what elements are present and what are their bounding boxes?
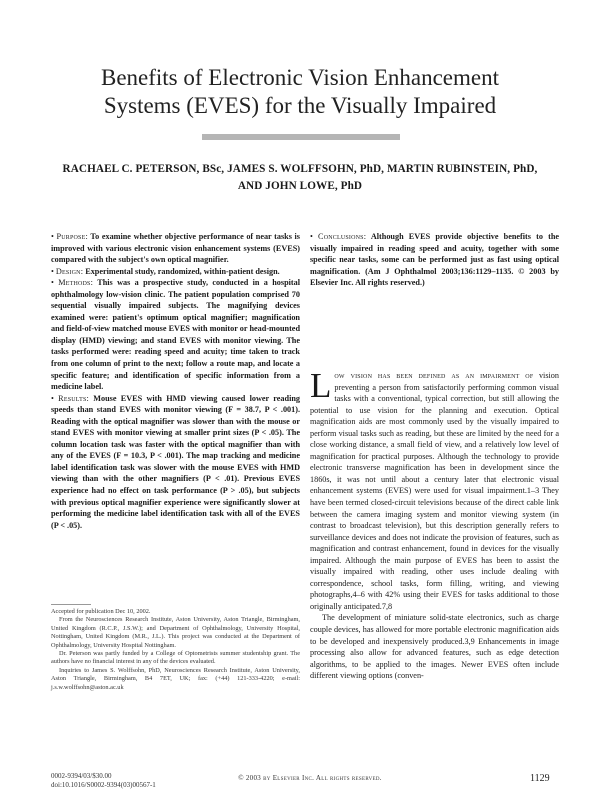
conclusions-label: Conclusions: (318, 232, 367, 241)
drop-cap: L (310, 366, 332, 405)
copyright: © 2003 by Elsevier Inc. All rights reserved. (238, 774, 382, 782)
design-label: Design: (55, 266, 84, 276)
body-paragraph-1: Low vision has been defined as an impairment of vision preventing a person from satisfactorily performing common visual tasks with a conventional, typical correction, but still allowing the potential to use vision for the planning and execution. Optical magnification aids are most commonly used by the visually impaired to perform visual tasks such as reading, but these are limited by the need for a close working distance, a small field of view, and a relatively low level of magnification for practical purposes. Although the technology to provide electronic transverse magnification has been in development since the 1860s, it was not until about a century later that electronic visual enhancement systems (EVES) were used for visual impairment.1–3 They have been termed closed-circuit televisions because of the direct cable link between the camera imaging system and monitor viewing system (in contrast to broadcast television), but this description generally refers to surveillance devices and does not indicate the provision of features, such as magnification and contrast enhancement, found in devices for the visually impaired. Although the main purpose of EVES has been to assist the visually impaired with reading, other uses include dealing with correspondence, school tasks, form filling, writing, and viewing photographs,4–6 with 42% using their EVES for tasks additional to those originally anticipated.7,8 (310, 366, 559, 611)
issn: 0002-9394/03/$30.00 (51, 772, 112, 780)
doi: doi:10.1016/S0002-9394(03)00567-1 (51, 781, 156, 789)
footnote-divider (51, 604, 91, 605)
footer-identifiers (51, 772, 156, 790)
body-paragraph-2: The development of miniature solid-state electronics, such as charge couple devices, has allowed for more portable electronic magnification aids to be developed and inexpensively produced.3,9 Enhancements in image processing also allow for advanced features, such as edge detection algorithms, to be applied to the images. Newer EVES often include different viewing options (conven- (310, 613, 559, 681)
abstract-purpose: • Purpose: To examine whether objective performance of near tasks is improved with various electronic vision enhancement systems (EVES) compared with the subject's own optical magnifier. (51, 232, 300, 265)
results-label: Results: (58, 393, 89, 403)
methods-label: Methods: (58, 278, 94, 288)
body-text (310, 366, 559, 682)
abstract-right-column (310, 231, 559, 289)
abstract-results: • Results: Mouse EVES with HMD viewing caused lower reading speeds than stand EVES with monitor viewing (F = 38.7, P < .001). Reading with the optical magnifier was slower than with the mouse or stand EVES with monitor viewing at smaller print sizes (P < .05). The column location task was faster with the optical magnifier than with any of the EVES (F = 10.3, P < .001). The map tracking and medicine label identification task was slower with the mouse EVES with HMD viewing than with the other magnifiers (P < .01). Previous EVES experience had no effect on task performance (P > .05), but subjects with previous optical magnifier experience were significantly slower at performing the medicine label identification task with all of the EVES (P < .05). (51, 393, 300, 530)
authors-line-2: AND JOHN LOWE, PhD (237, 180, 363, 192)
abstract-left-column (51, 231, 300, 531)
title-divider (202, 134, 400, 140)
affiliation-note: From the Neurosciences Research Institute, Aston University, Aston Triangle, Birmingham, United Kingdom (R.C.P., J.S.W.); and Department of Ophthalmology, University Hospital, Nottingham, United Kingdom (M.R., J.L.). This project was conducted at the Department of Ophthalmology, University Hospital Nottingham. (51, 616, 300, 649)
funding-note: Dr. Peterson was partly funded by a College of Optometrists summer studentship grant. The authors have no financial interest in any of the devices evaluated. (51, 650, 300, 666)
abstract-methods: • Methods: This was a prospective study, conducted in a hospital ophthalmology low-vision clinic. The patient population comprised 70 sequential visually impaired subjects. The magnifying devices examined were: patient's optimum optical magnifier; magnification and field-of-view matched mouse EVES with monitor or head-mounted display (HMD) viewing; and stand EVES with monitor viewing. The tasks performed were: reading speed and acuity; time taken to track from one column of print to the next; follow a route map, and locate a specific feature; and identification of specific information from a medicine label. (51, 278, 301, 392)
footnotes (51, 608, 300, 692)
authors-line-1: RACHAEL C. PETERSON, BSc, JAMES S. WOLFFSOHN, PhD, MARTIN RUBINSTEIN, PhD, (62, 163, 538, 175)
abstract-design: • Design: Experimental study, randomized, within-patient design. (51, 266, 280, 276)
inquiries-note: Inquiries to James S. Wolffsohn, PhD, Neurosciences Research Institute, Aston University, Aston Triangle, Birmingham, B4 7ET, UK; fax: (+44) 121-333-4220; e-mail: j.s.w.wolffsohn@aston.ac.uk (51, 666, 300, 691)
accepted-date: Accepted for publication Dec 10, 2002. (51, 608, 151, 615)
citation: (Am J Ophthalmol 2003;136:1129–1135. © 2003 by Elsevier Inc. All rights reserved.) (310, 266, 559, 288)
abstract-conclusions: • Conclusions: Although EVES provide objective benefits to the visually impaired in reading speed and acuity, together with some specific near tasks, some can be performed just as fast using optical magnification. (Am J Ophthalmol 2003;136:1129–1135. © 2003 by Elsevier Inc. All rights reserved.) (310, 232, 560, 288)
article-title-line-1: Benefits of Electronic Vision Enhancement (100, 65, 500, 90)
purpose-label: Purpose: (56, 232, 88, 241)
page-number: 1129 (530, 773, 550, 784)
article-title-line-2: Systems (EVES) for the Visually Impaired (103, 93, 497, 118)
